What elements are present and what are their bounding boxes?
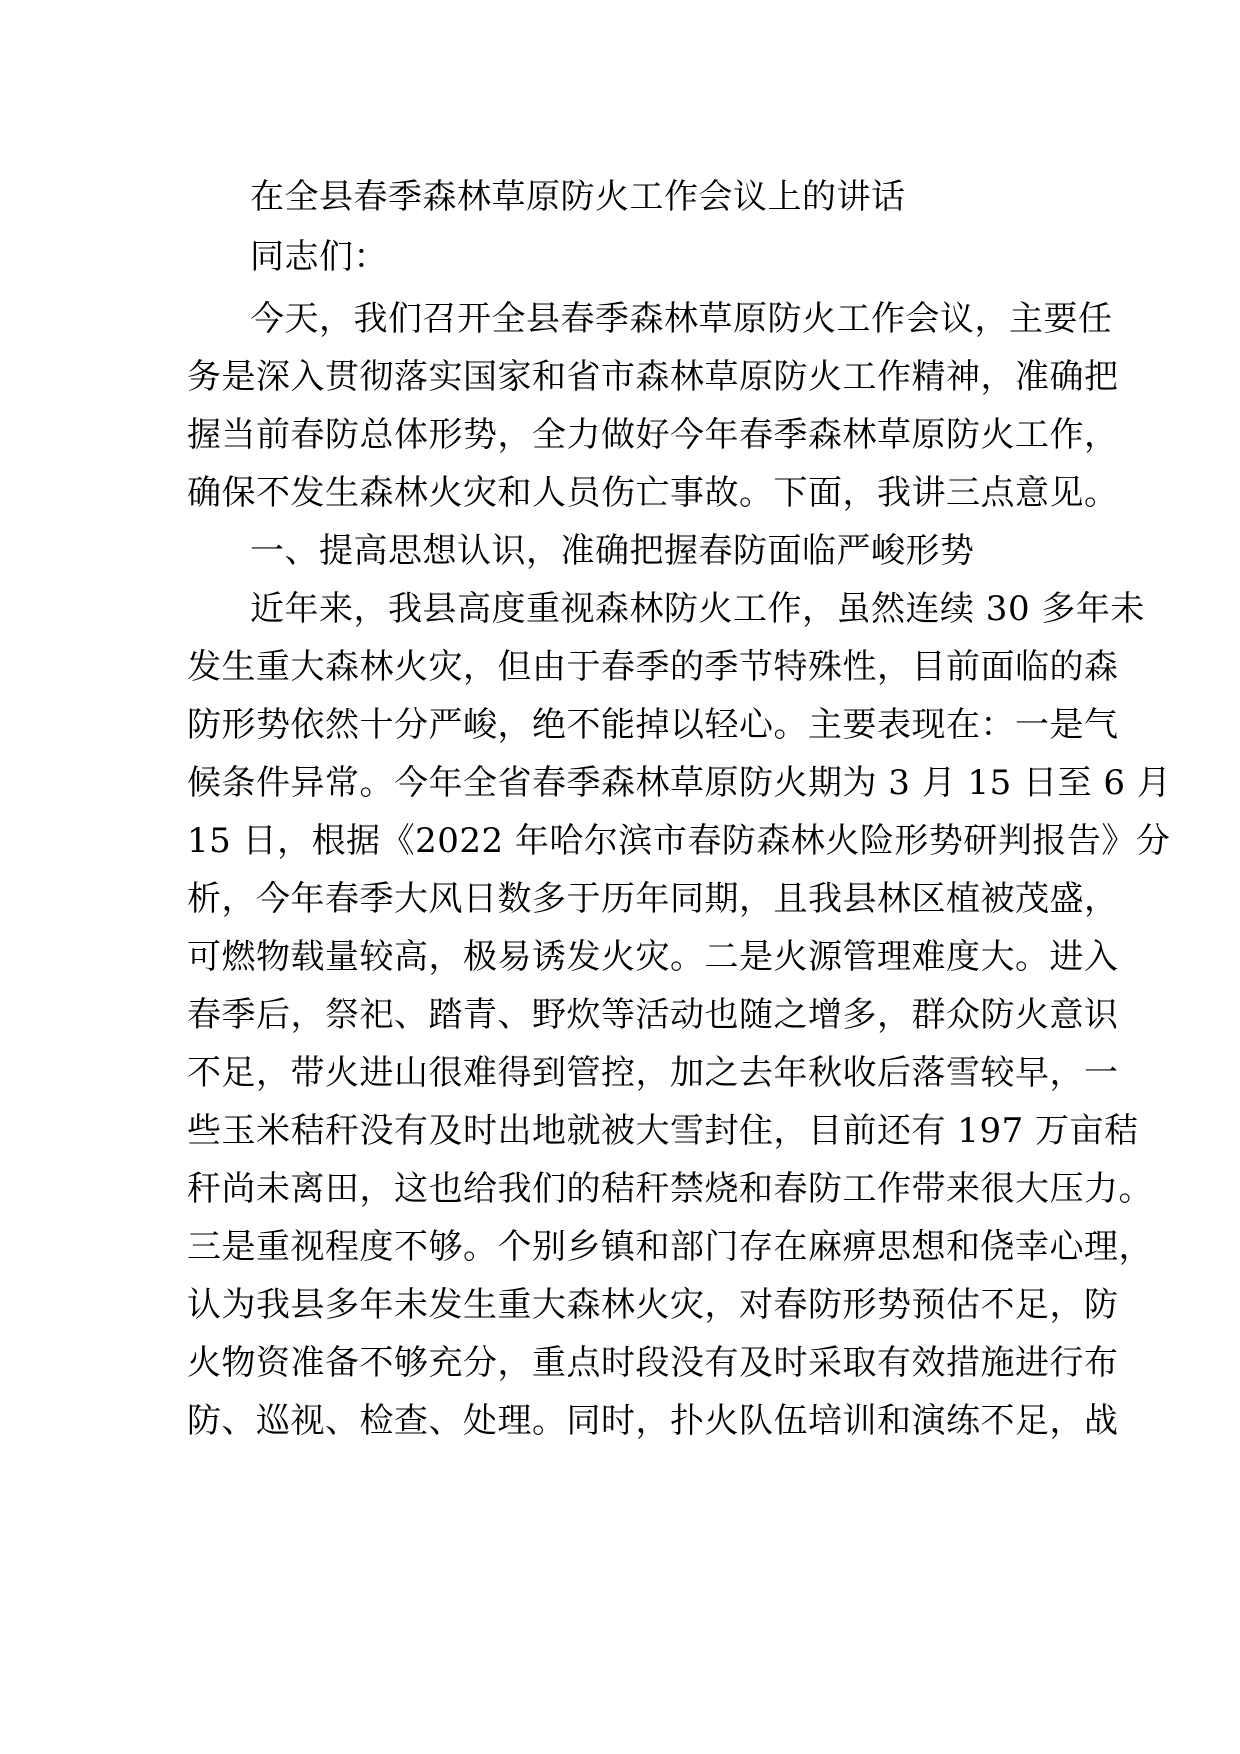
paragraph-line: 析，今年春季大风日数多于历年同期，且我县林区植被茂盛， (187, 879, 1119, 919)
paragraph-line: 认为我县多年未发生重大森林火灾，对春防形势预估不足，防 (187, 1285, 1119, 1325)
paragraph-line: 三是重视程度不够。个别乡镇和部门存在麻痹思想和侥幸心理， (187, 1227, 1153, 1267)
paragraph-line: 春季后，祭祀、踏青、野炊等活动也随之增多，群众防火意识 (187, 995, 1119, 1035)
paragraph-line: 不足，带火进山很难得到管控，加之去年秋收后落雪较早，一 (187, 1053, 1119, 1093)
paragraph-line: 些玉米秸秆没有及时出地就被大雪封住，目前还有 197 万亩秸 (187, 1111, 1139, 1151)
paragraph-line: 近年来，我县高度重视森林防火工作，虽然连续 30 多年未 (250, 589, 1145, 629)
document-title: 在全县春季森林草原防火工作会议上的讲话 (250, 177, 906, 217)
salutation: 同志们： (250, 237, 388, 277)
paragraph-line: 发生重大森林火灾，但由于春季的季节特殊性，目前面临的森 (187, 647, 1119, 687)
paragraph-line: 15 日，根据《2022 年哈尔滨市春防森林火险形势研判报告》分 (187, 821, 1171, 861)
paragraph-line: 秆尚未离田，这也给我们的秸秆禁烧和春防工作带来很大压力。 (187, 1169, 1153, 1209)
paragraph-line: 确保不发生森林火灾和人员伤亡事故。下面，我讲三点意见。 (187, 473, 1119, 513)
paragraph-line: 可燃物载量较高，极易诱发火灾。二是火源管理难度大。进入 (187, 937, 1119, 977)
paragraph-line: 防、巡视、检查、处理。同时，扑火队伍培训和演练不足，战 (187, 1401, 1119, 1441)
paragraph-line: 防形势依然十分严峻，绝不能掉以轻心。主要表现在：一是气 (187, 705, 1119, 745)
paragraph-line: 火物资准备不够充分，重点时段没有及时采取有效措施进行布 (187, 1343, 1119, 1383)
paragraph-line: 握当前春防总体形势，全力做好今年春季森林草原防火工作， (187, 415, 1119, 455)
section-heading: 一、提高思想认识，准确把握春防面临严峻形势 (250, 531, 975, 571)
paragraph-line: 今天，我们召开全县春季森林草原防火工作会议，主要任 (250, 299, 1113, 339)
paragraph-line: 候条件异常。今年全省春季森林草原防火期为 3 月 15 日至 6 月 (187, 763, 1172, 803)
paragraph-line: 务是深入贯彻落实国家和省市森林草原防火工作精神，准确把 (187, 357, 1119, 397)
